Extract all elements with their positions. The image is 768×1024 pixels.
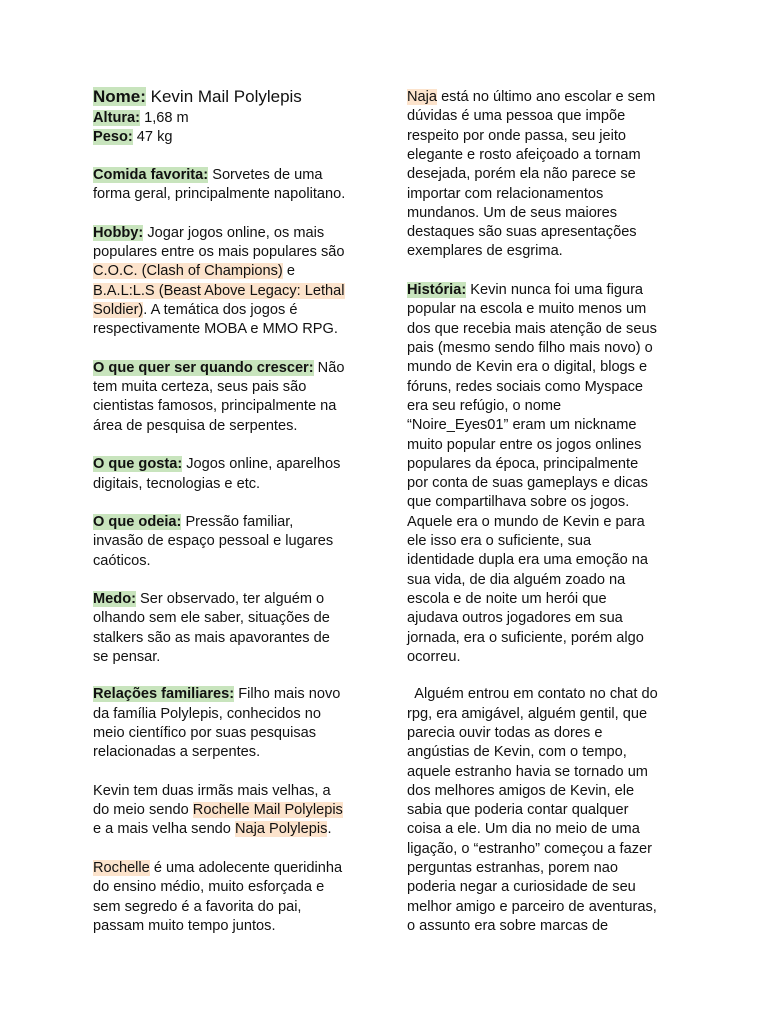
gosta-line-1	[93, 455, 340, 474]
odeia-line-2: invasão de espaço pessoal e lugares	[93, 533, 334, 549]
rochelle-line-1	[93, 859, 342, 878]
hobby-line-3	[93, 262, 295, 281]
balls-highlight-2: Soldier)	[93, 302, 144, 318]
rel-text: Filho mais novo	[234, 686, 341, 702]
chat-line: perguntas estranhas, porem nao	[407, 860, 618, 876]
hobby-line-4	[93, 282, 345, 301]
odeia-text: Pressão familiar,	[181, 514, 294, 530]
historia-line: fóruns, redes sociais como Myspace	[407, 379, 644, 395]
chat-line: angústias de Kevin, com o tempo,	[407, 744, 627, 760]
rel-line-2: da família Polylepis, conhecidos no	[93, 706, 321, 722]
historia-line-1	[407, 281, 643, 300]
historia-line: pais (mesmo sendo filho mais novo) o	[407, 340, 653, 356]
crescer-text: Não	[313, 360, 345, 376]
naja-line: destaques são suas apresentações	[407, 224, 637, 240]
irmas-line-1: Kevin tem duas irmãs mais velhas, a	[93, 783, 331, 799]
comida-line-2: forma geral, principalmente napolitano.	[93, 186, 346, 202]
medo-line-1	[93, 590, 324, 609]
rel-label: Relações familiares:	[93, 686, 235, 702]
hobby-and: e	[282, 263, 295, 279]
historia-line: ajudava outros jogadores em sua	[407, 610, 623, 626]
medo-label: Medo:	[93, 591, 136, 607]
naja-line: desejada, porém ela não parece se	[407, 166, 636, 182]
chat-line: o assunto era sobre marcas de	[407, 918, 609, 934]
balls-highlight-1: B.A.L:L.S (Beast Above Legacy: Lethal	[93, 283, 345, 299]
historia-line: dos que recebia mais atenção de seus	[407, 321, 657, 337]
historia-line: que compartilhava sobre os jogos.	[407, 494, 630, 510]
chat-line: Alguém entrou em contato no chat do	[407, 686, 658, 702]
odeia-label: O que odeia:	[93, 514, 182, 530]
chat-line: melhor amigo e parceiro de aventuras,	[407, 899, 657, 915]
chat-line: coisa a ele. Um dia no meio de uma	[407, 821, 640, 837]
altura-line	[93, 109, 189, 128]
medo-line-2: olhando sem ele saber, situações de	[93, 610, 330, 626]
gosta-text: Jogos online, aparelhos	[182, 456, 341, 472]
historia-line: “Noire_Eyes01” eram um nickname	[407, 417, 637, 433]
historia-line: jornada, era o suficiente, porém algo	[407, 630, 644, 646]
odeia-line-1	[93, 513, 293, 532]
naja-line: exemplares de esgrima.	[407, 243, 563, 259]
peso-value: 47 kg	[132, 129, 173, 145]
irmas-text-2: do meio sendo	[93, 802, 193, 818]
crescer-label: O que quer ser quando crescer:	[93, 360, 314, 376]
crescer-line-4: área de pesquisa de serpentes.	[93, 418, 298, 434]
historia-line: escola e de noite um herói que	[407, 591, 607, 607]
irmas-line-3	[93, 820, 332, 839]
hobby-label: Hobby:	[93, 225, 144, 241]
hobby-line-6: respectivamente MOBA e MMO RPG.	[93, 321, 338, 337]
rel-line-1	[93, 685, 340, 704]
historia-line: mundo de Kevin era o digital, blogs e	[407, 359, 648, 375]
altura-value: 1,68 m	[140, 110, 189, 126]
crescer-line-2: tem muita certeza, seus pais são	[93, 379, 307, 395]
historia-line: muito popular entre os jogos onlines	[407, 437, 642, 453]
crescer-line-1	[93, 359, 344, 378]
hobby-line-5	[93, 301, 297, 320]
historia-line: era seu refúgio, o nome	[407, 398, 562, 414]
gosta-label: O que gosta:	[93, 456, 183, 472]
historia-label: História:	[407, 282, 467, 298]
medo-line-4: se pensar.	[93, 649, 161, 665]
chat-line: aquele estranho havia se tornado um	[407, 764, 648, 780]
naja-line: elegante e rosto afeiçoado a tornam	[407, 147, 641, 163]
hobby-line-2: populares entre os mais populares são	[93, 244, 345, 260]
odeia-line-3: caóticos.	[93, 553, 151, 569]
historia-line: sua vida, de dia alguém zoado na	[407, 572, 626, 588]
peso-label: Peso:	[93, 129, 133, 145]
chat-line: parecia ouvir todas as dores e	[407, 725, 603, 741]
hobby-line-1	[93, 224, 324, 243]
altura-label: Altura:	[93, 110, 141, 126]
historia-line: identidade dupla era uma emoção na	[407, 552, 648, 568]
chat-line: poderia negar a curiosidade de seu	[407, 879, 636, 895]
naja-highlight: Naja	[407, 89, 438, 105]
chat-line: dos melhores amigos de Kevin, ele	[407, 783, 635, 799]
peso-line	[93, 128, 173, 147]
irmas-line-2	[93, 801, 343, 820]
historia-line: Aquele era o mundo de Kevin e para	[407, 514, 645, 530]
medo-text: Ser observado, ter alguém o	[135, 591, 325, 607]
irmas-text-3: e a mais velha sendo	[93, 821, 235, 837]
nome-line	[93, 87, 302, 107]
hobby-text: Jogar jogos online, os mais	[143, 225, 325, 241]
irmas-period: .	[327, 821, 332, 837]
nome-value: Kevin Mail Polylepis	[145, 87, 302, 106]
hobby-theme: . A temática dos jogos é	[143, 302, 298, 318]
historia-line: popular na escola e muito menos um	[407, 301, 647, 317]
historia-line: ocorreu.	[407, 649, 461, 665]
rochelle-line-4: passam muito tempo juntos.	[93, 918, 276, 934]
nome-label: Nome:	[93, 87, 146, 106]
rochelle-line-2: do ensino médio, muito esforçada e	[93, 879, 325, 895]
naja-full-highlight: Naja Polylepis	[234, 821, 328, 837]
rochelle-text: é uma adolecente queridinha	[149, 860, 343, 876]
historia-text: Kevin nunca foi uma figura	[466, 282, 644, 298]
historia-line: populares da época, principalmente	[407, 456, 639, 472]
naja-line: respeito por onde passa, seu jeito	[407, 128, 627, 144]
rochelle-full-highlight: Rochelle Mail Polylepis	[192, 802, 343, 818]
crescer-line-3: cientistas famosos, principalmente na	[93, 398, 337, 414]
rel-line-3: meio científico por suas pesquisas	[93, 725, 317, 741]
chat-line: rpg, era amigável, alguém gentil, que	[407, 706, 648, 722]
rochelle-highlight: Rochelle	[93, 860, 150, 876]
comida-label: Comida favorita:	[93, 167, 209, 183]
coc-highlight: C.O.C. (Clash of Champions)	[93, 263, 283, 279]
naja-line: dúvidas é uma pessoa que impõe	[407, 108, 626, 124]
chat-line: ligação, o “estranho” começou a fazer	[407, 841, 652, 857]
gosta-line-2: digitais, tecnologias e etc.	[93, 476, 261, 492]
historia-line: ele isso era o suficiente, sua	[407, 533, 592, 549]
medo-line-3: stalkers são as mais apavorantes de	[93, 630, 330, 646]
naja-text: está no último ano escolar e sem	[437, 89, 656, 105]
historia-line: por conta de suas gameplays e dicas	[407, 475, 648, 491]
naja-line-1	[407, 88, 655, 107]
comida-line-1	[93, 166, 323, 185]
naja-line: importar com relacionamentos	[407, 186, 604, 202]
naja-line: mundanos. Um de seus maiores	[407, 205, 618, 221]
chat-line: sabia que poderia contar qualquer	[407, 802, 629, 818]
rel-line-4: relacionadas a serpentes.	[93, 744, 261, 760]
comida-text: Sorvetes de uma	[208, 167, 323, 183]
rochelle-line-3: sem segredo é a favorita do pai,	[93, 899, 302, 915]
